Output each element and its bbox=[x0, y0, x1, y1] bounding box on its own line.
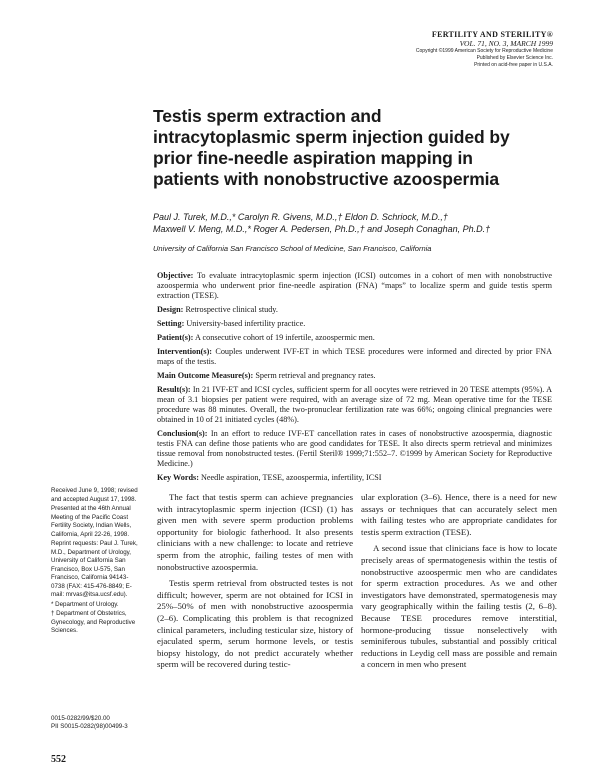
title-line: prior fine-needle aspiration mapping in bbox=[153, 148, 473, 168]
side-notes bbox=[51, 487, 141, 637]
body-paragraph: The fact that testis sperm can achieve pregnancies with intracytoplasmic sperm injection (ICSI) (1) has given men with severe sperm production problems opportunity for biologic fatherhood. It also presents clinicians with a new challenge: to locate and retrieve sperm from the atrophic, failing testes of men with nonobstructive azoospermia. bbox=[157, 492, 353, 572]
author-list bbox=[153, 211, 573, 235]
affiliation-footnote: * Department of Urology. bbox=[51, 600, 119, 608]
abstract-setting: Setting: University-based infertility practice. bbox=[157, 319, 306, 328]
abstract-interventions: Intervention(s): Couples underwent IVF-ET in which TESE procedures were informed and directed by prior FNA maps of the testis. bbox=[157, 347, 552, 366]
body-paragraph: A second issue that clinicians face is how to locate precisely areas of spermatogenesis within the testis of nonobstructive azoospermic men who are candidates for sperm extraction procedures. As we and other investigators have demonstrated, spermatogenesis may vary geographically within the failing testis (2, 6–8). Because TESE procedures remove interstitial, hormone-producing tissue nonselectively with seminiferous tubules, substantial and possibly critical reductions in Leydig cell mass are possible and remain a concern in men who present bbox=[361, 543, 557, 670]
affiliation: University of California San Francisco School of Medicine, San Francisco, California bbox=[153, 244, 432, 253]
page-number: 552 bbox=[51, 754, 66, 765]
journal-header bbox=[416, 30, 553, 69]
affiliation-footnote: † Department of Obstetrics, Gynecology, and Reproductive Sciences. bbox=[51, 610, 136, 634]
journal-name: FERTILITY AND STERILITY® bbox=[431, 30, 553, 39]
abstract-patients: Patient(s): A consecutive cohort of 19 infertile, azoospermic men. bbox=[157, 333, 375, 342]
body-column-left bbox=[157, 492, 353, 676]
journal-volume: VOL. 71, NO. 3, MARCH 1999 bbox=[459, 39, 553, 48]
author-line: Maxwell V. Meng, M.D.,* Roger A. Pedersen, Ph.D.,† and Joseph Conaghan, Ph.D.† bbox=[153, 224, 491, 234]
key-words: Key Words: Needle aspiration, TESE, azoospermia, infertility, ICSI bbox=[157, 473, 382, 482]
title-line: patients with nonobstructive azoospermia bbox=[153, 169, 500, 189]
copyright-line: Copyright ©1999 American Society for Reproductive Medicine bbox=[415, 48, 553, 54]
abstract-outcome-measures: Main Outcome Measure(s): Sperm retrieval and pregnancy rates. bbox=[157, 371, 376, 380]
abstract bbox=[157, 271, 552, 487]
abstract-objective: Objective: To evaluate intracytoplasmic sperm injection (ICSI) outcomes in a cohort of men with nonobstructive azoospermia who underwent prior fine-needle aspiration (FNA) “maps” to localize sperm and guide testis sperm extraction (TESE). bbox=[157, 271, 552, 300]
paper-line: Printed on acid-free paper in U.S.A. bbox=[474, 62, 553, 68]
article-identifiers bbox=[51, 715, 151, 731]
author-line: Paul J. Turek, M.D.,* Carolyn R. Givens, M.D.,† Eldon D. Schriock, M.D.,† bbox=[153, 212, 448, 222]
title-line: Testis sperm extraction and bbox=[153, 106, 382, 126]
body-column-right bbox=[361, 492, 557, 676]
abstract-results: Result(s): In 21 IVF-ET and ICSI cycles, sufficient sperm for all oocytes were retrieved in 20 TESE attempts (95%). A mean of 3.1 biopsies per patient were required, with an average size of 72 mg. Mean operative time for the TESE procedure was 88 minutes. Overall, the two-pronuclear fertilization rate was 66%; ongoing clinical pregnancies were obtained in 10 of 21 initiated cycles (48%). bbox=[157, 385, 552, 424]
pii-line: PII S0015-0282(98)00499-3 bbox=[51, 723, 128, 730]
publisher-line: Published by Elsevier Science Inc. bbox=[476, 55, 553, 61]
abstract-conclusions: Conclusion(s): In an effort to reduce IVF-ET cancellation rates in cases of nonobstructive azoospermia, diagnostic testis FNA can define those patients who are good candidates for TESE. It also directs sperm retrieval and minimizes tissue removal from nonobstructed testes. (Fertil Steril® 1999;71:552–7. ©1999 by American Society for Reproductive Medicine.) bbox=[157, 429, 552, 468]
presented-note: Presented at the 46th Annual Meeting of the Pacific Coast Fertility Society, Indian Wells, California, April 22-26, 1998. bbox=[51, 505, 132, 538]
body-paragraph: ular exploration (3–6). Hence, there is a need for new assays or techniques that can accurately select men with failing testes who are appropriate candidates for testis sperm extraction (TESE). bbox=[361, 492, 557, 537]
received-note: Received June 9, 1998; revised and accepted August 17, 1998. bbox=[51, 487, 138, 503]
abstract-design: Design: Retrospective clinical study. bbox=[157, 305, 278, 314]
body-paragraph: Testis sperm retrieval from obstructed testes is not difficult; however, sperm are not obtained for ICSI in 25%–50% of men with nonobstructive azoospermia (2–6). Complicating this problem is that recognized clinical parameters, including testicular size, history of ejaculated sperm, serum hormone levels, or testis biopsy histology, do not predict accurately whether sperm will be recovered during testic- bbox=[157, 578, 353, 670]
article-title bbox=[153, 106, 573, 190]
issn-line: 0015-0282/99/$20.00 bbox=[51, 715, 110, 722]
title-line: intracytoplasmic sperm injection guided by bbox=[153, 127, 510, 147]
reprint-requests-note: Reprint requests: Paul J. Turek, M.D., Department of Urology, University of California San Francisco, Box U-575, San Francisco, California 94143-0738 (FAX: 415-476-8849; E-mail: mrvas@itsa.ucsf.edu). bbox=[51, 540, 138, 598]
